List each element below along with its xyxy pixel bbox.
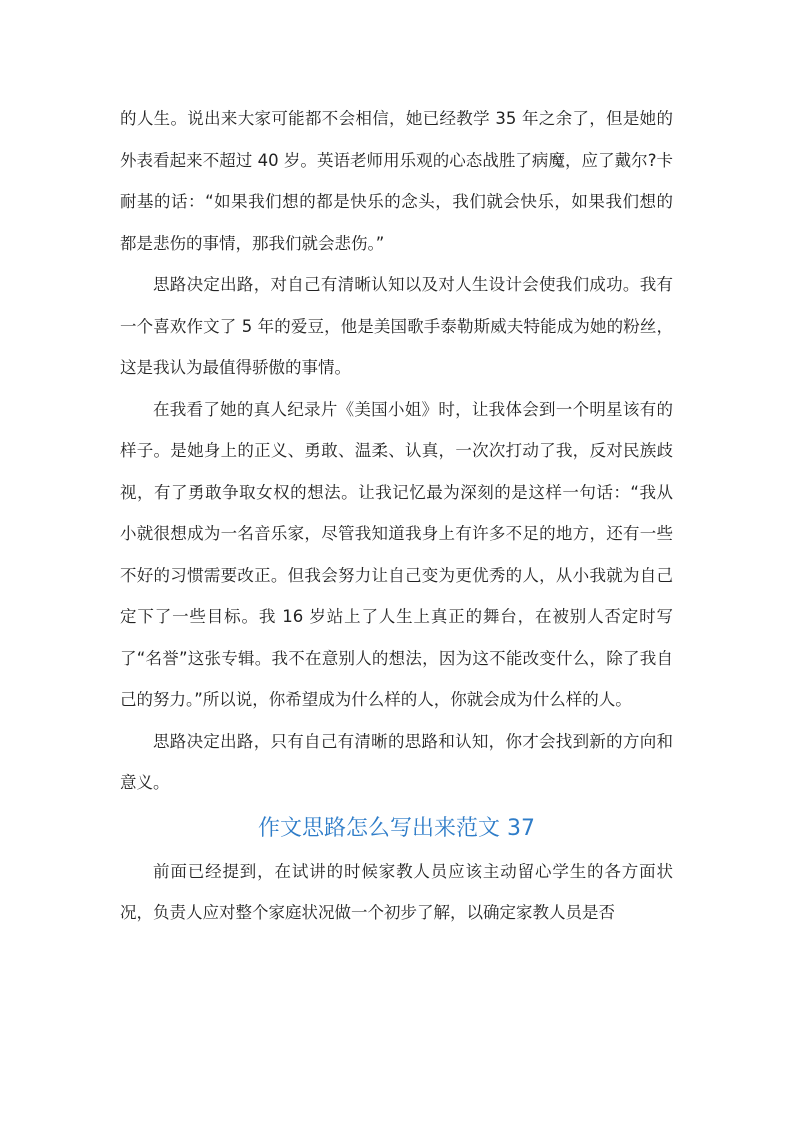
paragraph-continued: 的人生。说出来大家可能都不会相信，她已经教学 35 年之余了，但是她的外表看起来不超过 40 岁。英语老师用乐观的心态战胜了病魔，应了戴尔?卡耐基的话：“如果我们想的都是快乐的念头，我们就会快乐，如果我们想的都是悲伤的事情，那我们就会悲伤。” (120, 109, 673, 253)
paragraph: 思路决定出路，对自己有清晰认知以及对人生设计会使我们成功。我有一个喜欢作文了 5 年的爱豆，他是美国歌手泰勒斯威夫特能成为她的粉丝，这是我认为最值得骄傲的事情。 (120, 275, 673, 377)
section-heading: 作文思路怎么写出来范文 37 (258, 815, 535, 841)
document-body (120, 98, 673, 934)
paragraph: 在我看了她的真人纪录片《美国小姐》时，让我体会到一个明星该有的样子。是她身上的正义、勇敢、温柔、认真，一次次打动了我，反对民族歧视，有了勇敢争取女权的想法。让我记忆最为深刻的是这样一句话：“我从小就很想成为一名音乐家，尽管我知道我身上有许多不足的地方，还有一些不好的习惯需要改正。但我会努力让自己变为更优秀的人，从小我就为自己定下了一些目标。我 16 岁站上了人生上真正的舞台，在被别人否定时写了“名誉”这张专辑。我不在意别人的想法，因为这不能改变什么，除了我自己的努力。”所以说，你希望成为什么样的人，你就会成为什么样的人。 (120, 399, 673, 709)
paragraph: 前面已经提到，在试讲的时候家教人员应该主动留心学生的各方面状况，负责人应对整个家庭状况做一个初步了解，以确定家教人员是否 (120, 861, 673, 922)
paragraph: 思路决定出路，只有自己有清晰的思路和认知，你才会找到新的方向和意义。 (120, 731, 673, 792)
